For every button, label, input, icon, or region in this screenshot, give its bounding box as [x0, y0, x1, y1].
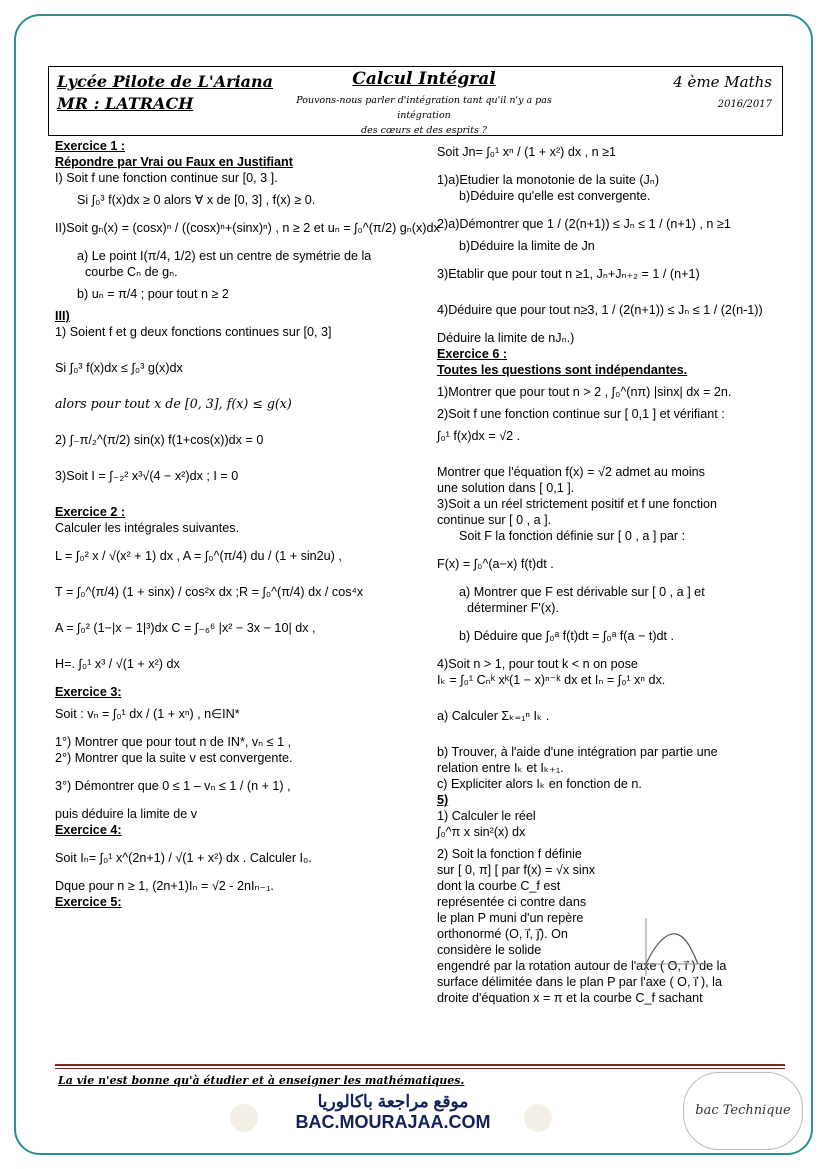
right-line: continue sur [ 0 , a ]. — [437, 513, 552, 527]
graph-curve — [646, 934, 698, 964]
right-line: déterminer F'(x). — [467, 601, 559, 615]
teacher-name: MR : LATRACH — [57, 94, 194, 113]
left-line: b) uₙ = π/4 ; pour tout n ≥ 2 — [77, 287, 229, 301]
left-line: Exercice 1 : — [55, 139, 126, 153]
left-line: 1°) Montrer que pour tout n de IN*, vₙ ≤ 1 , — [55, 735, 292, 749]
left-line: Si ∫₀³ f(x)dx ≤ ∫₀³ g(x)dx — [55, 361, 183, 375]
right-line: b) Déduire que ∫₀ᵃ f(t)dt = ∫₀ᵃ f(a − t)dt . — [459, 629, 675, 643]
page-title: Calcul Intégral — [352, 69, 496, 89]
left-line: III) — [55, 309, 70, 323]
footer-divider-2 — [55, 1068, 785, 1069]
left-line: 2°) Montrer que la suite v est convergente. — [55, 751, 293, 765]
right-line: 1) Calculer le réel — [437, 809, 536, 823]
left-line: Soit Iₙ= ∫₀¹ x^(2n+1) / √(1 + x²) dx . Calculer I₀. — [55, 851, 312, 865]
footer-divider-1 — [55, 1064, 785, 1066]
right-line: Exercice 6 : — [437, 347, 508, 361]
right-line: 3)Etablir que pour tout n ≥1, Jₙ+Jₙ₊₂ = 1 / (n+1) — [437, 267, 700, 281]
right-line: Toutes les questions sont indépendantes. — [437, 363, 688, 377]
right-line: représentée ci contre dans — [437, 895, 587, 909]
left-line: Exercice 3: — [55, 685, 122, 699]
right-line: droite d'équation x = π et la courbe C_f sachant — [437, 991, 703, 1005]
left-line: 1) Soient f et g deux fonctions continues sur [0, 3] — [55, 325, 332, 339]
left-line: alors pour tout x de [0, 3], f(x) ≤ g(x) — [55, 396, 292, 411]
left-line: Exercice 5: — [55, 895, 122, 909]
header-box — [48, 66, 783, 136]
right-line: a) Calculer Σₖ₌₁ⁿ Iₖ . — [437, 709, 550, 723]
school-year: 2016/2017 — [717, 99, 772, 110]
left-line: puis déduire la limite de v — [55, 807, 198, 821]
left-line: 3°) Démontrer que 0 ≤ 1 – vₙ ≤ 1 / (n + 1) , — [55, 779, 291, 793]
right-line: 1)a)Etudier la monotonie de la suite (Jₙ) — [437, 173, 660, 187]
right-line: b)Déduire la limite de Jn — [459, 239, 595, 253]
right-line: engendré par la rotation autour de l'axe ( O, i⃗ ) de la — [437, 959, 727, 973]
right-line: Soit F la fonction définie sur [ 0 , a ] par : — [459, 529, 686, 543]
right-line: 2) Soit la fonction f définie — [437, 847, 582, 861]
right-line: Iₖ = ∫₀¹ Cₙᵏ xᵏ(1 − x)ⁿ⁻ᵏ dx et Iₙ = ∫₀¹ xⁿ dx. — [437, 673, 666, 687]
right-line: 2)Soit f une fonction continue sur [ 0,1 ] et vérifiant : — [437, 407, 725, 421]
left-line: Dque pour n ≥ 1, (2n+1)Iₙ = √2 - 2nIₙ₋₁. — [55, 879, 274, 893]
left-line: Répondre par Vrai ou Faux en Justifiant — [55, 155, 293, 169]
left-line: L = ∫₀² x / √(x² + 1) dx , A = ∫₀^(π/4) du / (1 + sin2u) , — [55, 549, 342, 563]
class-level: 4 ème Maths — [673, 73, 772, 91]
left-line: Exercice 2 : — [55, 505, 126, 519]
right-line: une solution dans [ 0,1 ]. — [437, 481, 575, 495]
right-line: Déduire la limite de nJₙ.) — [437, 331, 575, 345]
left-line: 2) ∫₋π/₂^(π/2) sin(x) f(1+cos(x))dx = 0 — [55, 433, 264, 447]
bac-technique-badge: bac Technique — [683, 1072, 803, 1150]
right-line: 2)a)Démontrer que 1 / (2(n+1)) ≤ Jₙ ≤ 1 / (n+1) , n ≥1 — [437, 217, 731, 231]
left-line: courbe Cₙ de gₙ. — [85, 265, 178, 279]
header-center — [289, 69, 559, 138]
left-line: Soit : vₙ = ∫₀¹ dx / (1 + xⁿ) , n∈IN* — [55, 707, 240, 721]
right-line: 4)Soit n > 1, pour tout k < n on pose — [437, 657, 638, 671]
right-line: considère le solide — [437, 943, 542, 957]
left-line: Exercice 4: — [55, 823, 122, 837]
right-line: 3)Soit a un réel strictement positif et f une fonction — [437, 497, 718, 511]
right-line: dont la courbe C_f est — [437, 879, 561, 893]
right-line: le plan P muni d'un repère — [437, 911, 584, 925]
right-line: b)Déduire qu'elle est convergente. — [459, 189, 651, 203]
header-right — [673, 73, 772, 110]
right-line: b) Trouver, à l'aide d'une intégration par partie une — [437, 745, 718, 759]
site-name-arabic: موقع مراجعة باكالوريا — [317, 1092, 469, 1111]
curve-graph — [632, 916, 712, 978]
school-name: Lycée Pilote de L'Ariana — [57, 72, 274, 91]
right-column — [437, 138, 787, 1006]
left-line: I) Soit f une fonction continue sur [0, 3 ]. — [55, 171, 278, 185]
right-line: F(x) = ∫₀^(a−x) f(t)dt . — [437, 557, 554, 571]
left-line: a) Le point I(π/4, 1/2) est un centre de symétrie de la — [77, 249, 372, 263]
footer-quote: La vie n'est bonne qu'à étudier et à enseigner les mathématiques. — [58, 1074, 465, 1087]
site-banner[interactable] — [282, 1092, 504, 1133]
right-line: 4)Déduire que pour tout n≥3, 1 / (2(n+1)) ≤ Jₙ ≤ 1 / (2(n-1)) — [437, 303, 763, 317]
right-line: surface délimitée dans le plan P par l'axe ( O, i⃗ ), la — [437, 975, 722, 989]
right-line: Montrer que l'équation f(x) = √2 admet au moins — [437, 465, 705, 479]
left-column — [55, 138, 440, 910]
right-line: c) Expliciter alors Iₖ en fonction de n. — [437, 777, 642, 791]
right-line: ∫₀¹ f(x)dx = √2 . — [437, 429, 521, 443]
right-line: a) Montrer que F est dérivable sur [ 0 , a ] et — [459, 585, 705, 599]
left-line: Si ∫₀³ f(x)dx ≥ 0 alors ∀ x de [0, 3] , f(x) ≥ 0. — [77, 193, 316, 207]
left-line: 3)Soit I = ∫₋₂² x³√(4 − x²)dx ; I = 0 — [55, 469, 239, 483]
header-quote-1: Pouvons-nous parler d'intégration tant qu'il n'y a pas intégration — [296, 95, 552, 121]
left-line: H=. ∫₀¹ x³ / √(1 + x²) dx — [55, 657, 180, 671]
right-line: 5) — [437, 793, 449, 807]
left-line: A = ∫₀² (1−|x − 1|³)dx C = ∫₋₆⁶ |x² − 3x − 10| dx , — [55, 621, 316, 635]
right-line: 1)Montrer que pour tout n > 2 , ∫₀^(nπ) |sinx| dx = 2n. — [437, 385, 732, 399]
left-logo-icon — [230, 1104, 258, 1132]
right-line: orthonormé (O, i⃗, j⃗). On — [437, 927, 568, 941]
right-logo-icon — [524, 1104, 552, 1132]
left-line: II)Soit gₙ(x) = (cosx)ⁿ / ((cosx)ⁿ+(sinx)ⁿ) , n ≥ 2 et uₙ = ∫₀^(π/2) gₙ(x)dx — [55, 221, 440, 235]
site-url[interactable]: BAC.MOURAJAA.COM — [295, 1112, 491, 1132]
right-line: ∫₀^π x sin²(x) dx — [437, 825, 526, 839]
left-line: Calculer les intégrales suivantes. — [55, 521, 240, 535]
header-left — [57, 71, 273, 115]
right-line: sur [ 0, π] [ par f(x) = √x sinx — [437, 863, 596, 877]
left-line: T = ∫₀^(π/4) (1 + sinx) / cos²x dx ;R = ∫₀^(π/4) dx / cos⁴x — [55, 585, 364, 599]
right-line: relation entre Iₖ et Iₖ₊₁. — [437, 761, 564, 775]
right-line: Soit Jn= ∫₀¹ xⁿ / (1 + x²) dx , n ≥1 — [437, 145, 617, 159]
header-quote-2: des cœurs et des esprits ? — [361, 125, 487, 136]
